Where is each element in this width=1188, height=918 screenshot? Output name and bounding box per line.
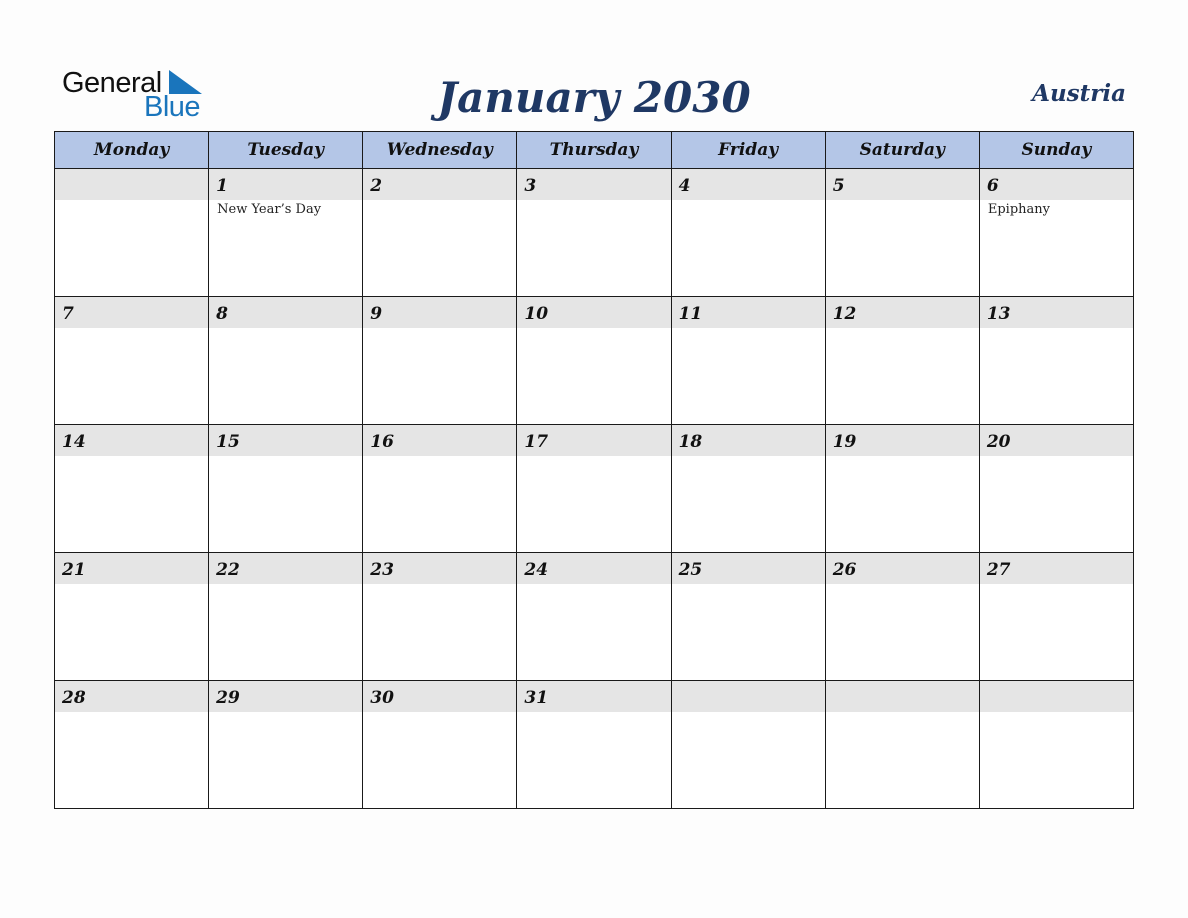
day-number: 4 (672, 169, 825, 200)
day-number: 6 (980, 169, 1133, 200)
day-cell[interactable] (979, 169, 1133, 297)
holiday-label (517, 712, 670, 714)
day-cell[interactable] (979, 297, 1133, 425)
calendar-title: January 2030 (437, 73, 751, 122)
holiday-label (980, 328, 1133, 330)
day-cell[interactable] (55, 681, 209, 809)
day-number: 16 (363, 425, 516, 456)
day-number: 21 (55, 553, 208, 584)
day-number: 20 (980, 425, 1133, 456)
day-number: 23 (363, 553, 516, 584)
day-cell[interactable] (825, 553, 979, 681)
weekday-friday: Friday (671, 132, 825, 169)
weekday-wednesday: Wednesday (363, 132, 517, 169)
holiday-label (363, 456, 516, 458)
holiday-label (826, 712, 979, 714)
day-number: 28 (55, 681, 208, 712)
day-number: 11 (672, 297, 825, 328)
week-row (55, 681, 1134, 809)
day-cell[interactable] (671, 553, 825, 681)
day-cell[interactable] (517, 681, 671, 809)
day-cell[interactable] (517, 425, 671, 553)
calendar-grid (54, 131, 1134, 809)
logo-text-general: General (62, 67, 162, 99)
holiday-label: Epiphany (987, 202, 1050, 217)
holiday-label (980, 584, 1133, 586)
day-number: 13 (980, 297, 1133, 328)
day-cell[interactable] (55, 553, 209, 681)
holiday-label (55, 456, 208, 458)
weekday-thursday: Thursday (517, 132, 671, 169)
day-cell[interactable] (671, 297, 825, 425)
holiday-label (980, 456, 1133, 458)
holiday-label (672, 328, 825, 330)
day-number: 24 (517, 553, 670, 584)
holiday-label (363, 584, 516, 586)
weekday-tuesday: Tuesday (209, 132, 363, 169)
day-number: 30 (363, 681, 516, 712)
holiday-label (55, 200, 208, 202)
day-number: 18 (672, 425, 825, 456)
day-cell[interactable] (209, 169, 363, 297)
weekday-sunday: Sunday (979, 132, 1133, 169)
day-number: 5 (826, 169, 979, 200)
holiday-label (209, 712, 362, 714)
day-cell[interactable] (517, 553, 671, 681)
day-number (826, 681, 979, 712)
holiday-label (517, 456, 670, 458)
day-cell[interactable] (55, 169, 209, 297)
day-cell[interactable] (363, 681, 517, 809)
day-cell[interactable] (363, 297, 517, 425)
day-cell[interactable] (671, 169, 825, 297)
day-number: 31 (517, 681, 670, 712)
day-cell[interactable] (825, 425, 979, 553)
holiday-label (517, 328, 670, 330)
holiday-label (672, 584, 825, 586)
holiday-label (517, 584, 670, 586)
day-number: 26 (826, 553, 979, 584)
day-number: 10 (517, 297, 670, 328)
holiday-label: New Year’s Day (217, 202, 322, 217)
day-number: 25 (672, 553, 825, 584)
day-number: 17 (517, 425, 670, 456)
day-number (55, 169, 208, 200)
day-number: 1 (209, 169, 362, 200)
holiday-label (980, 712, 1133, 714)
day-cell[interactable] (825, 169, 979, 297)
day-cell[interactable] (825, 681, 979, 809)
week-row (55, 553, 1134, 681)
day-number: 14 (55, 425, 208, 456)
day-cell[interactable] (209, 425, 363, 553)
day-number: 29 (209, 681, 362, 712)
holiday-label (826, 456, 979, 458)
holiday-label (672, 200, 825, 202)
holiday-label (209, 584, 362, 586)
weekday-header-row (55, 132, 1134, 169)
day-number: 7 (55, 297, 208, 328)
holiday-label (363, 328, 516, 330)
holiday-label (209, 456, 362, 458)
day-number: 22 (209, 553, 362, 584)
holiday-label (363, 712, 516, 714)
day-cell[interactable] (55, 425, 209, 553)
logo-text-blue: Blue (144, 91, 201, 123)
day-number: 27 (980, 553, 1133, 584)
holiday-label (826, 328, 979, 330)
day-cell[interactable] (363, 169, 517, 297)
day-cell[interactable] (209, 681, 363, 809)
holiday-label (55, 712, 208, 714)
day-number: 2 (363, 169, 516, 200)
week-row (55, 425, 1134, 553)
day-cell[interactable] (671, 681, 825, 809)
country-label: Austria (1032, 80, 1126, 107)
day-cell[interactable] (363, 553, 517, 681)
holiday-label (209, 328, 362, 330)
day-number: 9 (363, 297, 516, 328)
day-number: 19 (826, 425, 979, 456)
day-number (672, 681, 825, 712)
weekday-monday: Monday (55, 132, 209, 169)
holiday-label (363, 200, 516, 202)
day-cell[interactable] (979, 681, 1133, 809)
day-cell[interactable] (55, 297, 209, 425)
holiday-label (55, 328, 208, 330)
week-row (55, 297, 1134, 425)
day-cell[interactable] (363, 425, 517, 553)
day-cell[interactable] (517, 169, 671, 297)
day-number: 8 (209, 297, 362, 328)
day-cell[interactable] (517, 297, 671, 425)
day-cell[interactable] (209, 297, 363, 425)
day-cell[interactable] (825, 297, 979, 425)
week-row (55, 169, 1134, 297)
holiday-label (826, 584, 979, 586)
day-cell[interactable] (979, 553, 1133, 681)
day-number (980, 681, 1133, 712)
day-cell[interactable] (209, 553, 363, 681)
day-number: 15 (209, 425, 362, 456)
day-number: 3 (517, 169, 670, 200)
holiday-label (672, 712, 825, 714)
holiday-label (826, 200, 979, 202)
holiday-label (55, 584, 208, 586)
day-cell[interactable] (671, 425, 825, 553)
day-cell[interactable] (979, 425, 1133, 553)
weekday-saturday: Saturday (825, 132, 979, 169)
holiday-label (517, 200, 670, 202)
holiday-label (672, 456, 825, 458)
day-number: 12 (826, 297, 979, 328)
